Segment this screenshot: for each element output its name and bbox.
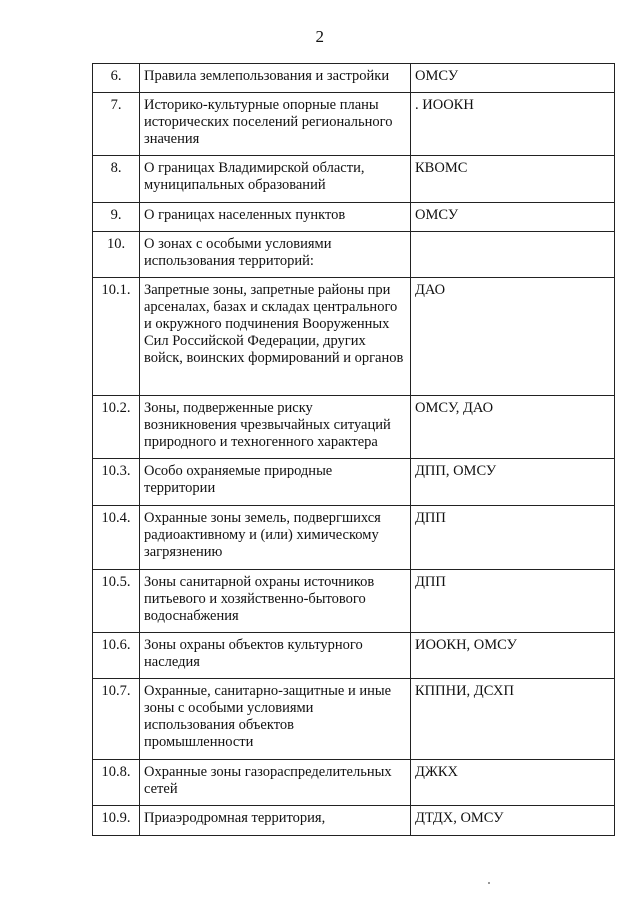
table-row [93,396,615,459]
row-title: Приаэродромная территория, [140,806,411,836]
row-responsible [411,232,615,278]
table-row [93,633,615,679]
row-number: 10.8. [93,760,140,806]
row-responsible: ДАО [411,278,615,396]
row-number: 10.1. [93,278,140,396]
row-title: Историко-культурные опорные планы исторических поселений регионального значения [140,93,411,156]
row-title: Зоны, подверженные риску возникновения чрезвычайных ситуаций природного и техногенного характера [140,396,411,459]
row-title: Зоны охраны объектов культурного наследия [140,633,411,679]
row-responsible: ДТДХ, ОМСУ [411,806,615,836]
row-title: Охранные зоны земель, подвергшихся радиоактивному и (или) химическому загрязнению [140,506,411,570]
page-number: 2 [315,27,325,46]
row-title: Охранные зоны газораспределительных сетей [140,760,411,806]
table-row [93,232,615,278]
row-responsible: КППНИ, ДСХП [411,679,615,760]
row-number: 10.7. [93,679,140,760]
row-responsible: ДПП, ОМСУ [411,459,615,506]
row-responsible: ОМСУ, ДАО [411,396,615,459]
row-responsible: ИООКН, ОМСУ [411,633,615,679]
row-number: 10.5. [93,570,140,633]
row-title: Правила землепользования и застройки [140,64,411,93]
row-responsible: ДПП [411,506,615,570]
table-row [93,506,615,570]
row-responsible: ДПП [411,570,615,633]
row-number: 6. [93,64,140,93]
row-responsible: ОМСУ [411,64,615,93]
row-number: 10.4. [93,506,140,570]
row-title: О границах населенных пунктов [140,203,411,232]
row-responsible: ДЖКХ [411,760,615,806]
row-number: 10.9. [93,806,140,836]
row-number: 10. [93,232,140,278]
row-title: О зонах с особыми условиями использования территорий: [140,232,411,278]
table-row [93,570,615,633]
row-responsible: ОМСУ [411,203,615,232]
scan-speck [488,882,490,884]
table-row [93,679,615,760]
table-row [93,806,615,836]
row-number: 9. [93,203,140,232]
table-row [93,760,615,806]
row-number: 10.2. [93,396,140,459]
row-responsible: . ИООКН [411,93,615,156]
row-title: Охранные, санитарно-защитные и иные зоны с особыми условиями использования объектов промышленности [140,679,411,760]
table-row [93,64,615,93]
row-number: 7. [93,93,140,156]
table-row [93,459,615,506]
document-table [92,63,615,836]
row-responsible: КВОМС [411,156,615,203]
row-title: Зоны санитарной охраны источников питьевого и хозяйственно-бытового водоснабжения [140,570,411,633]
table-row [93,203,615,232]
row-number: 8. [93,156,140,203]
table-row [93,93,615,156]
row-number: 10.6. [93,633,140,679]
row-title: Особо охраняемые природные территории [140,459,411,506]
table-row [93,278,615,396]
table-row [93,156,615,203]
row-title: О границах Владимирской области, муниципальных образований [140,156,411,203]
row-title: Запретные зоны, запретные районы при арсеналах, базах и складах центрального и окружного подчинения Вооруженных Сил Российской Федерации, других войск, воинских формирований и органов [140,278,411,396]
row-number: 10.3. [93,459,140,506]
